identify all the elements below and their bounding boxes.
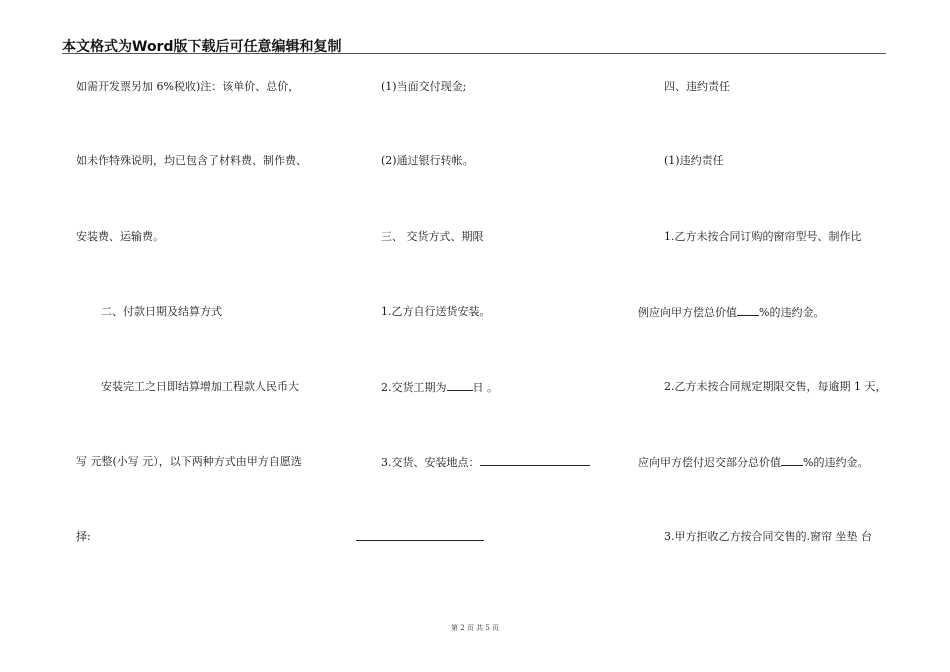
right-line-2: (1)违约责任 bbox=[664, 154, 724, 167]
middle-section-heading-delivery: 三、 交货方式、期限 bbox=[381, 230, 484, 243]
penalty-total-label: 例应向甲方偿总价值 bbox=[638, 306, 737, 319]
right-section-heading-breach: 四、违约责任 bbox=[664, 80, 730, 93]
middle-line-1: (1)当面交付现金; bbox=[381, 80, 467, 93]
delivery-period-label: 2.交货工期为 bbox=[381, 381, 447, 394]
left-section-heading-payment: 二、付款日期及结算方式 bbox=[101, 305, 222, 318]
delivery-period-blank bbox=[447, 380, 473, 391]
delivery-location-blank bbox=[480, 455, 590, 466]
middle-line-4: 1.乙方自行送货安装。 bbox=[381, 305, 491, 318]
left-line-2: 如未作特殊说明，均已包含了材料费、制作费、 bbox=[76, 154, 307, 167]
page-number-footer: 第 2 页 共 5 页 bbox=[450, 624, 500, 632]
document-header-title: 本文格式为Word版下载后可任意编辑和复制 bbox=[62, 39, 342, 55]
right-line-4 bbox=[638, 305, 824, 319]
left-line-6: 写 元整(小写 元），以下两种方式由甲方自愿选 bbox=[76, 455, 302, 468]
header-divider bbox=[62, 53, 886, 54]
left-line-1: 如需开发票另加 6%税收)注：该单价、总价， bbox=[76, 80, 300, 93]
delivery-period-suffix: 日 。 bbox=[472, 381, 498, 394]
right-line-3: 1.乙方未按合同订购的窗帘型号、制作比 bbox=[664, 230, 862, 243]
penalty-late-label: 应向甲方偿付迟交部分总价值 bbox=[638, 456, 781, 469]
penalty-late-suffix: %的违约金。 bbox=[803, 456, 869, 469]
middle-line-6 bbox=[381, 455, 590, 469]
left-line-3: 安装费、运输费。 bbox=[76, 230, 164, 243]
delivery-location-label: 3.交货、安装地点： bbox=[381, 456, 480, 469]
right-line-6 bbox=[638, 455, 868, 469]
penalty-late-blank bbox=[781, 455, 803, 466]
right-line-5: 2.乙方未按合同规定期限交售，每逾期 1 天， bbox=[664, 380, 887, 393]
left-line-5: 安装完工之日即结算增加工程款人民币大 bbox=[101, 380, 299, 393]
left-line-7: 择: bbox=[76, 530, 91, 543]
middle-line-2: (2)通过银行转帐。 bbox=[381, 154, 474, 167]
right-line-7: 3.甲方拒收乙方按合同交售的.窗帘 坐垫 台 bbox=[664, 530, 872, 543]
middle-line-5 bbox=[381, 380, 498, 394]
penalty-total-blank bbox=[737, 305, 759, 316]
signature-blank-line bbox=[356, 540, 484, 541]
penalty-total-suffix: %的违约金。 bbox=[759, 306, 825, 319]
